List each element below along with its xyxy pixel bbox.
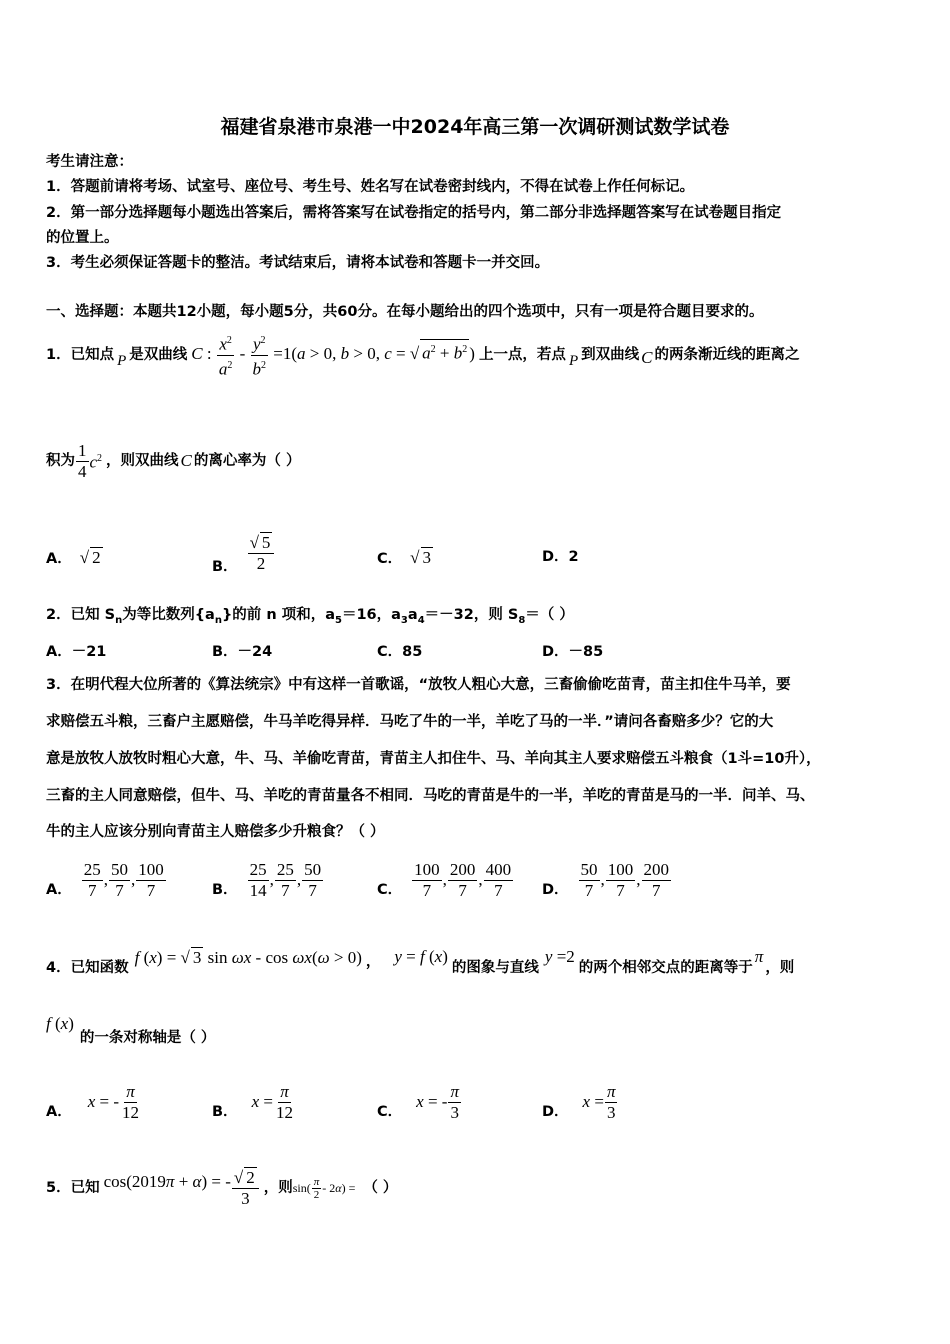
q1-text-3: 到双曲线 (581, 347, 640, 363)
q4-option-b[interactable]: B． x = $\frac{\pi}{12}$ (212, 1081, 293, 1122)
question-1: 1．已知点 P 是双曲线 C : $\frac{x^2}{a^2}$ - $\frac{y^2}{b^2}$ =1(a > 0, b > 0, c = √ $a^2 + b^2$ ) 上一点，若点 P 到双曲线 C 的两条渐近线的距离之 (46, 330, 799, 380)
q3-option-a[interactable]: A． $\frac{25}{7}$ , $\frac{50}{7}$ , $\frac{100}{7}$ (46, 859, 164, 900)
q4-option-a[interactable]: A． x = - $\frac{\pi}{12}$ (46, 1081, 140, 1122)
q3-line-5: 牛的主人应该分别向青苗主人赔偿多少升粮食？（ ） (46, 824, 385, 840)
q1-option-c[interactable]: C． √ 3 (377, 547, 431, 567)
q3-line-1: 3．在明代程大位所著的《算法统宗》中有这样一首歌谣，“放牧人粗心大意，三畜偷偷吃苗青，苗主扣住牛马羊，要 (46, 677, 791, 693)
question-1-line-2: 积为 $\frac{1}{4}$ $c^2$ ，则双曲线 C 的离心率为（ ） (46, 440, 301, 481)
q3-line-3: 意是放牧人放牧时粗心大意，牛、马、羊偷吃青苗，青苗主人扣住牛、马、羊向其主人要求赔偿五斗粮食（1斗=10升）， (46, 751, 821, 767)
page-title: 福建省泉港市泉港一中2024年高三第一次调研测试数学试卷 (220, 116, 730, 138)
question-5: 5．已知 cos(2019π + α) = - $\frac{√ 2}{3}$ ，则 sin( $\frac{\pi}{2}$ - 2α) = （ ） (46, 1168, 398, 1208)
q2-option-c[interactable]: C．85 (377, 644, 423, 660)
section-heading: 一、选择题：本题共12小题，每小题5分，共60分。在每小题给出的四个选项中，只有一项是符合题目要求的。 (46, 304, 764, 320)
notice-item-2-cont: 的位置上。 (46, 230, 119, 246)
q4-option-c[interactable]: C． x = - $\frac{\pi}{3}$ (377, 1081, 459, 1122)
q1-option-d[interactable]: D．2 (542, 549, 579, 565)
q2-option-b[interactable]: B．－24 (212, 644, 273, 660)
q1-text-1: 是双曲线 (129, 347, 188, 363)
question-2: 2．已知 $S_n$为等比数列$\{a_n\}$的前 n 项和，$a_5=16$，$a_3a_4=-32$，则 $S_8=$（ ） (46, 607, 574, 626)
q1-text-4: 的两条渐近线的距离之 (654, 347, 800, 363)
notice-item-3: 3．考生必须保证答题卡的整洁。考试结束后，请将本试卷和答题卡一并交回。 (46, 255, 550, 271)
q3-line-2: 求赔偿五斗粮，三畜户主愿赔偿，牛马羊吃得异样．马吃了牛的一半，羊吃了马的一半．”请问各畜赔多少？它的大 (46, 714, 774, 730)
notice-item-1: 1．答题前请将考场、试室号、座位号、考生号、姓名写在试卷密封线内，不得在试卷上作任何标记。 (46, 179, 695, 195)
notice-heading: 考生请注意： (46, 154, 133, 170)
q1-text-2: 上一点，若点 (478, 347, 566, 363)
q1-hyperbola-formula: C : $\frac{x^2}{a^2}$ - $\frac{y^2}{b^2}$ =1(a > 0, b > 0, c = √ $a^2 + b^2$ ) (191, 331, 475, 379)
q1-line2-a: 积为 (46, 453, 75, 469)
q1-line2-c: 的离心率为（ ） (193, 453, 301, 469)
question-4-line-2: f (x) 的一条对称轴是（ ） (46, 1014, 216, 1046)
q4-option-d[interactable]: D． x = $\frac{\pi}{3}$ (542, 1081, 616, 1122)
q3-line-4: 三畜的主人同意赔偿，但牛、马、羊吃的青苗量各不相同．马吃的青苗是牛的一半，羊吃的青苗是马的一半．问羊、马、 (46, 788, 815, 804)
q2-option-d[interactable]: D．－85 (542, 644, 604, 660)
q1-line2-b: ，则双曲线 (106, 453, 179, 469)
q3-option-b[interactable]: B． $\frac{25}{14}$ , $\frac{25}{7}$ , $\frac{50}{7}$ (212, 859, 322, 900)
q1-option-a[interactable]: A． √ 2 (46, 547, 101, 567)
notice-item-2: 2．第一部分选择题每小题选出答案后，需将答案写在试卷指定的括号内，第二部分非选择题答案写在试卷题目指定 (46, 205, 782, 221)
q1-prefix: 1．已知点 (46, 347, 115, 363)
q3-option-c[interactable]: C． $\frac{100}{7}$ , $\frac{200}{7}$ , $\frac{400}{7}$ (377, 859, 512, 900)
q3-option-d[interactable]: D． $\frac{50}{7}$ , $\frac{100}{7}$ , $\frac{200}{7}$ (542, 859, 670, 900)
question-4: 4．已知函数 f (x) = √ 3 sin ωx - cos ωx(ω > 0) ， y = f (x) 的图象与直线 y =2 的两个相邻交点的距离等于 π ，则 (46, 947, 795, 976)
q1-option-b[interactable]: B． $\frac{√ 5}{2}$ (212, 522, 275, 584)
q2-option-a[interactable]: A．－21 (46, 644, 107, 660)
